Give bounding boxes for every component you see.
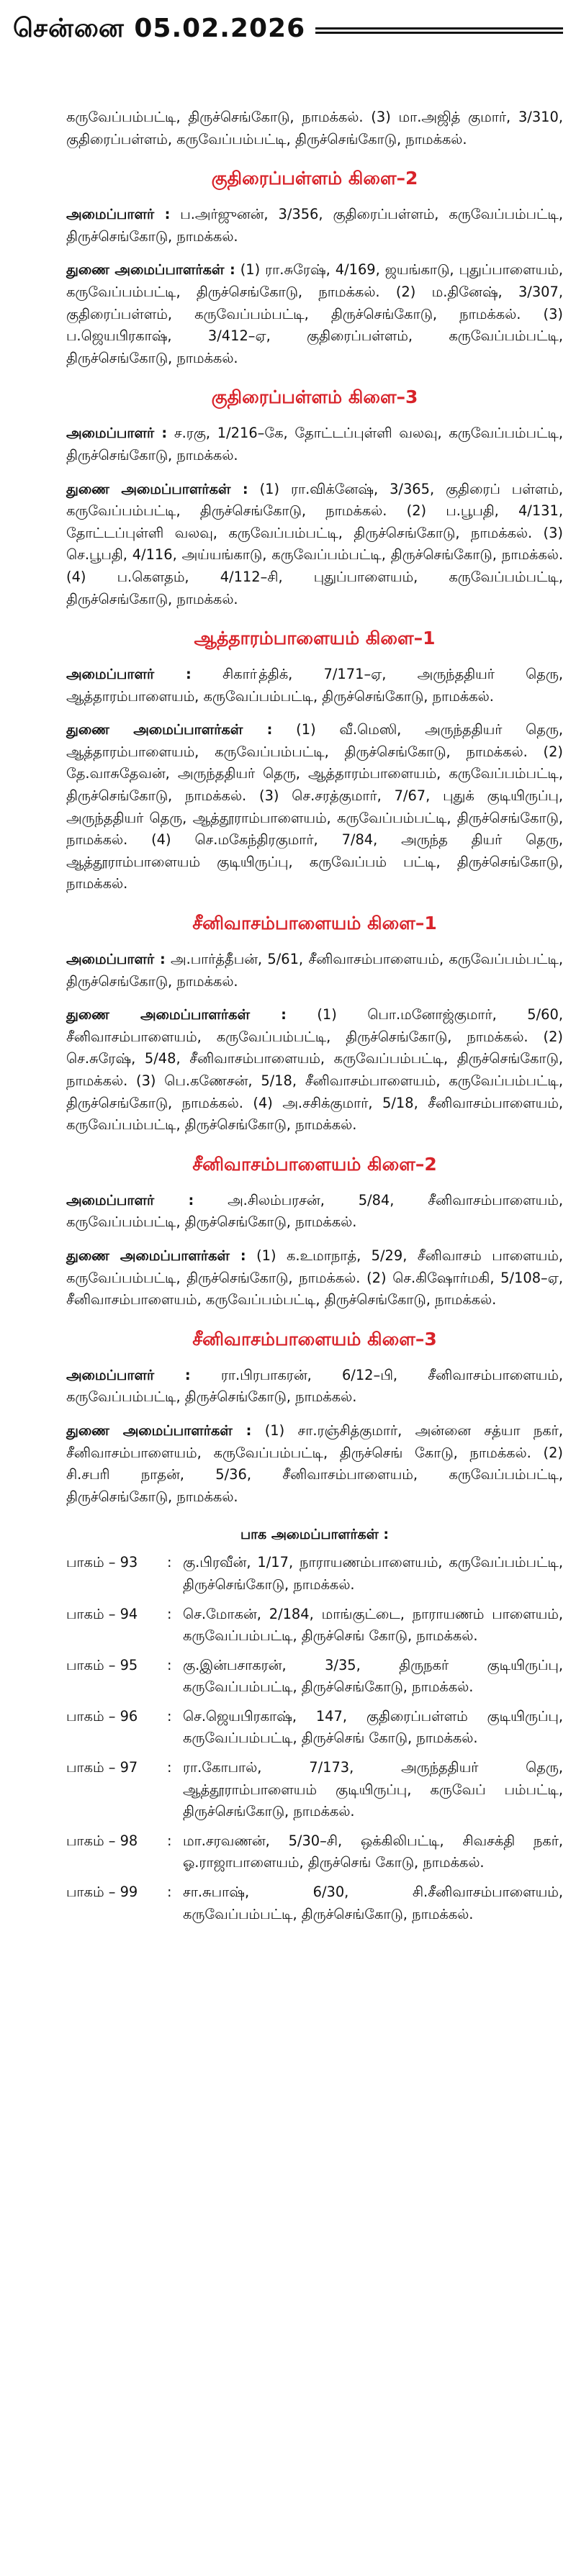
booth-row <box>66 1881 563 1925</box>
booth-colon: : <box>167 1759 172 1776</box>
deputy-organizers-paragraph <box>66 1245 563 1311</box>
member-details: ரா.பிரபாகரன், 6/12–பி, சீனிவாசம்பாளையம், கருவேப்பம்பட்டி, திருச்செங்கோடு, நாமக்கல். <box>66 1366 563 1406</box>
member-details: (1) பொ.மனோஜ்குமார், 5/60, சீனிவாசம்பாளையம், கருவேப்பம்பட்டி, திருச்செங்கோடு, நாமக்கல். (2) செ.சுரேஷ், 5/48, சீனிவாசம்பாளையம், கருவேப்பம்பட்டி, திருச்செங்கோடு, நாமக்கல். (3) பெ.கணேசன், 5/18, சீனிவாசம்பாளையம், கருவேப்பம்பட்டி, திருச்செங்கோடு, நாமக்கல். (4) அ.சசிக்குமார், 5/18, சீனிவாசம்பாளையம், கருவேப்பம்பட்டி, திருச்செங்கோடு, நாமக்கல். <box>66 1006 563 1134</box>
masthead <box>0 0 576 60</box>
section-heading: குதிரைப்பள்ளம் கிளை–2 <box>211 168 418 189</box>
role-label: அமைப்பாளர் : <box>66 951 166 968</box>
booth-label: பாகம் – 94 <box>66 1605 138 1622</box>
booth-label: பாகம் – 99 <box>66 1884 138 1901</box>
organizer-paragraph <box>66 949 563 993</box>
booth-details: மா.சரவணன், 5/30–சி, ஒக்கிலிபட்டி, சிவசக்தி நகர், ஓ.ராஜாபாளையம், திருச்செங் கோடு, நாமக்கல். <box>183 1832 563 1871</box>
masthead-rule <box>315 27 563 34</box>
booth-organizers-heading: பாக அமைப்பாளர்கள் : <box>240 1527 389 1543</box>
booth-details: செ.ஜெயபிரகாஷ், 147, குதிரைப்பள்ளம் குடியிருப்பு, கருவேப்பம்பட்டி, திருச்செங் கோடு, நாமக்கல். <box>183 1707 563 1747</box>
organizer-paragraph <box>66 664 563 708</box>
organizer-paragraph <box>66 1190 563 1234</box>
booth-details: கு.இன்பசாகரன், 3/35, திருநகர் குடியிருப்பு, கருவேப்பம்பட்டி, திருச்செங்கோடு, நாமக்கல். <box>183 1656 563 1696</box>
role-label: துணை அமைப்பாளர்கள் : <box>66 1247 246 1264</box>
role-label: துணை அமைப்பாளர்கள் : <box>66 261 235 279</box>
deputy-organizers-paragraph <box>66 259 563 369</box>
deputy-organizers-paragraph <box>66 1004 563 1136</box>
role-label: அமைப்பாளர் : <box>66 206 171 223</box>
member-details: (1) வீ.மெஸி, அருந்ததியர் தெரு, ஆத்தாரம்பாளையம், கருவேப்பம்பட்டி, திருச்செங்கோடு, நாமக்கல். (2) தே.வாசுதேவன், அருந்ததியர் தெரு, ஆத்தாரம்பாளையம், கருவேப்பம்பட்டி, திருச்செங்கோடு, நாமக்கல். (3) செ.சரத்குமார், 7/67, புதுக் குடியிருப்பு, அருந்ததியர் தெரு, ஆத்தூராம்பாளையம், கருவேப்பம்பட்டி, திருச்செங்கோடு, நாமக்கல். (4) செ.மகேந்திரகுமார், 7/84, அருந்த தியர் தெரு, ஆத்தூராம்பாளையம் குடியிருப்பு, கருவேப்பம் பட்டி, திருச்செங்கோடு, நாமக்கல். <box>66 721 563 892</box>
section-heading: சீனிவாசம்பாளையம் கிளை–3 <box>192 1328 437 1350</box>
member-details: (1) சா.ரஞ்சித்குமார், அன்னை சத்யா நகர், சீனிவாசம்பாளையம், கருவேப்பம்பட்டி, திருச்செங் கோடு, நாமக்கல். (2) சி.சபரி நாதன், 5/36, சீனிவாசம்பாளையம், கருவேப்பம்பட்டி, திருச்செங்கோடு, நாமக்கல். <box>66 1422 563 1505</box>
member-details: ச.ரகு, 1/216–கே, தோட்டப்புள்ளி வலவு, கருவேப்பம்பட்டி, திருச்செங்கோடு, நாமக்கல். <box>66 425 563 464</box>
booth-details: சா.சுபாஷ், 6/30, சி.சீனிவாசம்பாளையம், கருவேப்பம்பட்டி, திருச்செங்கோடு, நாமக்கல். <box>183 1884 563 1922</box>
booth-label: பாகம் – 95 <box>66 1656 138 1673</box>
booth-row <box>66 1830 563 1874</box>
booth-colon: : <box>167 1656 172 1673</box>
booth-row <box>66 1655 563 1699</box>
booth-label: பாகம் – 96 <box>66 1707 138 1725</box>
role-label: அமைப்பாளர் : <box>66 1366 191 1383</box>
booth-colon: : <box>167 1832 172 1849</box>
member-details: அ.பார்த்தீபன், 5/61, சீனிவாசம்பாளையம், கருவேப்பம்பட்டி, திருச்செங்கோடு, நாமக்கல். <box>66 951 564 990</box>
member-details: சிகாா்த்திக், 7/171–ஏ, அருந்ததியர் தெரு, ஆத்தாரம்பாளையம், கருவேப்பம்பட்டி, திருச்செங்கோடு, நாமக்கல். <box>66 666 564 705</box>
article-body <box>66 107 563 1933</box>
booth-colon: : <box>167 1707 172 1725</box>
booth-label: பாகம் – 97 <box>66 1759 138 1776</box>
member-details: (1) ரா.விக்னேஷ், 3/365, குதிரைப் பள்ளம், கருவேப்பம்பட்டி, திருச்செங்கோடு, நாமக்கல். (2) ப.பூபதி, 4/131, தோட்டப்புள்ளி வலவு, கருவேப்பம்பட்டி, திருச்செங்கோடு, நாமக்கல். (3) செ.பூபதி, 4/116, அய்யங்காடு, கருவேப்பம்பட்டி, திருச்செங்கோடு, நாமக்கல். (4) ப.கௌதம், 4/112–சி, புதுப்பாளையம், கருவேப்பம்பட்டி, திருச்செங்கோடு, நாமக்கல். <box>66 480 563 607</box>
deputy-organizers-paragraph <box>66 1420 563 1508</box>
booth-details: ரா.கோபால், 7/173, அருந்ததியர் தெரு, ஆத்தூராம்பாளையம் குடியிருப்பு, கருவேப் பம்பட்டி, திருச்செங்கோடு, நாமக்கல். <box>183 1759 563 1820</box>
role-label: அமைப்பாளர் : <box>66 1191 194 1208</box>
role-label: துணை அமைப்பாளர்கள் : <box>66 1006 287 1023</box>
booth-label: பாகம் – 93 <box>66 1554 138 1571</box>
intro-paragraph: கருவேப்பம்பட்டி, திருச்செங்கோடு, நாமக்கல். (3) மா.அஜித் குமார், 3/310, குதிரைப்பள்ளம், கருவேப்பம்பட்டி, திருச்செங்கோடு, நாமக்கல். <box>66 109 563 148</box>
section-heading: ஆத்தாரம்பாளையம் கிளை–1 <box>194 628 436 649</box>
role-label: துணை அமைப்பாளர்கள் : <box>66 721 273 738</box>
member-details: (1) க.உமாநாத், 5/29, சீனிவாசம் பாளையம், கருவேப்பம்பட்டி, திருச்செங்கோடு, நாமக்கல். (2) செ.கிஷோர்மகி, 5/108–ஏ, சீனிவாசம்பாளையம், கருவேப்பம்பட்டி, திருச்செங்கோடு, நாமக்கல். <box>66 1247 563 1309</box>
booth-colon: : <box>167 1605 172 1622</box>
section-heading: குதிரைப்பள்ளம் கிளை–3 <box>211 387 418 408</box>
booth-label: பாகம் – 98 <box>66 1832 138 1849</box>
role-label: துணை அமைப்பாளர்கள் : <box>66 480 248 497</box>
section-heading: சீனிவாசம்பாளையம் கிளை–2 <box>192 1153 437 1175</box>
section-heading: சீனிவாசம்பாளையம் கிளை–1 <box>192 913 437 934</box>
booth-row <box>66 1604 563 1648</box>
booth-details: செ.மோகன், 2/184, மாங்குட்டை, நாராயணம் பாளையம், கருவேப்பம்பட்டி, திருச்செங் கோடு, நாமக்கல். <box>183 1605 563 1645</box>
role-label: அமைப்பாளர் : <box>66 666 192 683</box>
booth-colon: : <box>167 1554 172 1571</box>
masthead-title: சென்னை 05.02.2026 <box>13 14 306 43</box>
booth-row <box>66 1706 563 1750</box>
booth-details: கு.பிரவீன், 1/17, நாராயணம்பாளையம், கருவேப்பம்பட்டி, திருச்செங்கோடு, நாமக்கல். <box>183 1554 563 1593</box>
member-details: அ.சிலம்பரசன், 5/84, சீனிவாசம்பாளையம், கருவேப்பம்பட்டி, திருச்செங்கோடு, நாமக்கல். <box>66 1191 563 1231</box>
organizer-paragraph <box>66 1365 563 1409</box>
booth-colon: : <box>167 1884 172 1901</box>
deputy-organizers-paragraph <box>66 719 563 895</box>
deputy-organizers-paragraph <box>66 479 563 611</box>
organizer-paragraph <box>66 422 563 466</box>
booth-row <box>66 1552 563 1596</box>
role-label: அமைப்பாளர் : <box>66 425 168 442</box>
booth-row <box>66 1757 563 1823</box>
member-details: ப.அர்ஜுனன், 3/356, குதிரைப்பள்ளம், கருவேப்பம்பட்டி, திருச்செங்கோடு, நாமக்கல். <box>66 206 564 245</box>
organizer-paragraph <box>66 204 563 248</box>
role-label: துணை அமைப்பாளர்கள் : <box>66 1422 252 1439</box>
member-details: (1) ரா.சுரேஷ், 4/169, ஜயங்காடு, புதுப்பாளையம், கருவேப்பம்பட்டி, திருச்செங்கோடு, நாமக்கல். (2) ம.தினேஷ், 3/307, குதிரைப்பள்ளம், கருவேப்பம்பட்டி, திருச்செங்கோடு, நாமக்கல். (3) ப.ஜெயபிரகாஷ், 3/412–ஏ, குதிரைப்பள்ளம், கருவேப்பம்பட்டி, திருச்செங்கோடு, நாமக்கல். <box>66 261 563 366</box>
